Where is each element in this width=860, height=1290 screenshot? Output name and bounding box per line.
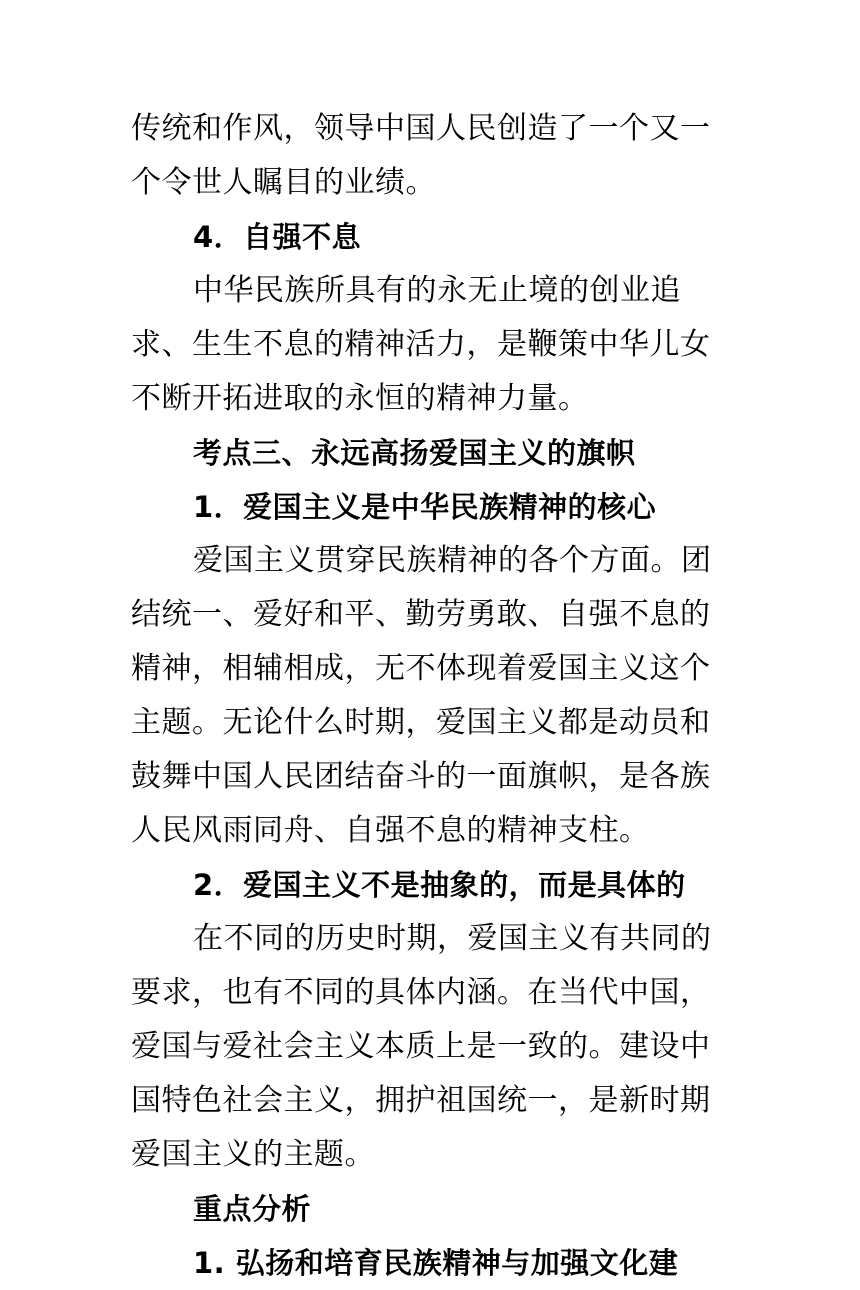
heading-self-improvement: 4．自强不息 <box>193 220 362 254</box>
document-body <box>131 102 731 1290</box>
paragraph-patriotism-concrete: 在不同的历史时期，爱国主义有共同的要求，也有不同的具体内涵。在当代中国，爱国与爱社会主义本质上是一致的。建设中国特色社会主义，拥护祖国统一，是新时期爱国主义的主题。 <box>131 921 712 1172</box>
paragraph-self-improvement: 中华民族所具有的永无止境的创业追求、生生不息的精神活力，是鞭策中华儿女不断开拓进取的永恒的精神力量。 <box>131 273 711 416</box>
paragraph-continuation: 传统和作风，领导中国人民创造了一个又一个令世人瞩目的业绩。 <box>131 111 711 200</box>
heading-patriotism-core: 1．爱国主义是中华民族精神的核心 <box>193 490 657 524</box>
paragraph-patriotism-core: 爱国主义贯穿民族精神的各个方面。团结统一、爱好和平、勤劳勇敢、自强不息的精神，相辅相成，无不体现着爱国主义这个主题。无论什么时期，爱国主义都是动员和鼓舞中国人民团结奋斗的一面旗帜，是各族人民风雨同舟、自强不息的精神支柱。 <box>131 543 712 848</box>
heading-analysis-item-one: 1. 弘扬和培育民族精神与加强文化建 <box>193 1246 679 1280</box>
heading-patriotism-concrete: 2．爱国主义不是抽象的，而是具体的 <box>193 868 686 902</box>
heading-key-point-three: 考点三、永远高扬爱国主义的旗帜 <box>193 436 636 470</box>
heading-key-analysis: 重点分析 <box>193 1192 312 1226</box>
